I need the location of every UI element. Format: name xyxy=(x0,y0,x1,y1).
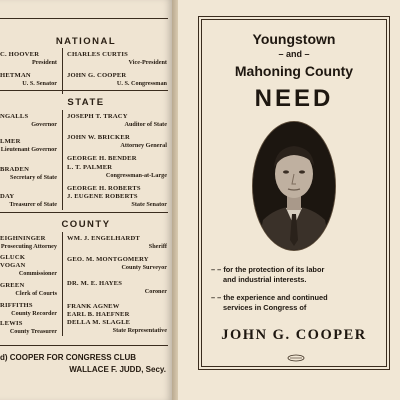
state-title: Lieutenant Governor xyxy=(0,146,57,153)
state-name: LMER xyxy=(0,138,21,145)
need-heading: NEED xyxy=(254,85,334,112)
state-title: Secretary of State xyxy=(10,174,57,181)
county-name: DR. M. E. HAYES xyxy=(67,280,123,287)
section-rule xyxy=(0,90,168,91)
national-title: U. S. Congressman xyxy=(116,80,167,87)
state-heading: STATE xyxy=(67,97,105,108)
county-title: State Representative xyxy=(112,327,167,334)
state-title: Governor xyxy=(31,121,57,128)
state-divider xyxy=(62,110,63,210)
state-name: GEORGE H. BENDER xyxy=(67,155,137,162)
county-title: Mahoning County xyxy=(234,63,354,79)
portrait-photo xyxy=(252,121,336,251)
national-heading: NATIONAL xyxy=(55,36,117,47)
national-name: CHARLES CURTIS xyxy=(67,51,129,58)
county-name: GEO. M. MONTGOMERY xyxy=(67,256,149,263)
county-name: WM. J. ENGELHARDT xyxy=(67,235,141,242)
national-title: Vice-President xyxy=(128,59,167,66)
portrait-illustration xyxy=(253,122,335,250)
right-panel xyxy=(178,0,400,400)
county-name: EARL B. HAEFNER xyxy=(67,311,130,318)
candidate-name: JOHN G. COOPER xyxy=(221,327,367,343)
experience-line-cont: services in Congress of xyxy=(223,303,307,312)
state-name: J. EUGENE ROBERTS xyxy=(67,193,138,200)
club-name: d) COOPER FOR CONGRESS CLUB xyxy=(0,353,137,362)
county-name: EIGHNINGER xyxy=(0,235,46,242)
state-name: NGALLS xyxy=(0,113,29,120)
county-name: GREEN xyxy=(0,282,25,289)
state-name: BRADEN xyxy=(0,166,30,173)
protection-line: – – for the protection of its labor xyxy=(211,265,325,274)
county-name: RIFFITHS xyxy=(0,302,33,309)
county-heading: COUNTY xyxy=(61,219,111,230)
state-name: GEORGE H. ROBERTS xyxy=(67,185,141,192)
county-name: LEWIS xyxy=(0,320,23,327)
state-title: State Senator xyxy=(131,201,167,208)
state-title: Attorney General xyxy=(120,142,167,149)
state-title: Treasurer of State xyxy=(9,201,57,208)
county-name: GLUCK xyxy=(0,254,26,261)
county-name: FRANK AGNEW xyxy=(67,303,120,310)
footer-rule xyxy=(0,345,168,346)
national-title: President xyxy=(32,59,57,66)
county-title: County Treasurer xyxy=(9,328,57,335)
state-title: Congressman-at-Large xyxy=(105,172,167,179)
and-connector: – and – xyxy=(278,49,310,59)
national-name: C. HOOVER xyxy=(0,51,40,58)
national-name: JOHN G. COOPER xyxy=(67,72,127,79)
state-title: Auditor of State xyxy=(124,121,167,128)
county-name: VOGAN xyxy=(0,262,26,269)
county-name: DELLA M. SLAGLE xyxy=(67,319,131,326)
county-title: Sheriff xyxy=(148,243,167,250)
county-title: Commissioner xyxy=(18,270,57,277)
cover-frame xyxy=(198,16,390,370)
county-title: County Surveyor xyxy=(121,264,167,271)
top-rule xyxy=(0,18,168,19)
national-divider xyxy=(62,48,63,94)
state-name: L. T. PALMER xyxy=(67,164,113,171)
state-name: JOHN W. BRICKER xyxy=(67,134,130,141)
county-title: Prosecuting Attorney xyxy=(0,243,57,250)
union-label-icon xyxy=(287,354,305,364)
state-name: DAY xyxy=(0,193,15,200)
section-rule xyxy=(0,212,168,213)
county-title: Clerk of Courts xyxy=(15,290,57,297)
county-title: County Recorder xyxy=(11,310,57,317)
club-secretary: WALLACE F. JUDD, Secy. xyxy=(69,365,166,374)
county-divider xyxy=(62,232,63,336)
county-title: Coroner xyxy=(144,288,167,295)
national-title: U. S. Senator xyxy=(22,80,57,87)
left-panel xyxy=(0,0,172,400)
national-name: HETMAN xyxy=(0,72,31,79)
state-name: JOSEPH T. TRACY xyxy=(67,113,128,120)
experience-line: – – the experience and continued xyxy=(211,293,328,302)
protection-line-cont: and industrial interests. xyxy=(223,275,307,284)
city-title: Youngstown xyxy=(252,31,336,47)
